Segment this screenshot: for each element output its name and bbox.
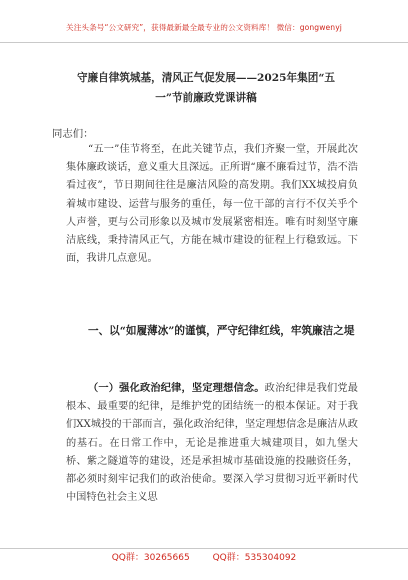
paragraph-intro: “五一”佳节将至，在此关键节点，我们齐聚一堂，开展此次集体廉政谈话，意义重大且深远。正所谓“廉不廉看过节，浩不浩看过夜”，节日期间往往是廉洁风险的高发期。我们XX城投肩负着城市建设、运营与服务的重任，每一位干部的言行不仅关乎个人声誉，更与公司形象以及城市发展紧密相连。唯有时刻坚守廉洁底线，秉持清风正气，方能在城市建设的征程上行稳致远。下面，我讲几点意见。 [66, 144, 358, 265]
footer [0, 550, 408, 563]
paragraph-body: 政治纪律是我们党最根本、最重要的纪律，是维护党的团结统一的根本保证。对于我们XX城投的干部而言，强化政治纪律，坚定理想信念是廉洁从政的基石。在日常工作中，无论是推进重大城建项目，如九堡大桥、紫之隧道等的建设，还是承担城市基础设施的投融资任务，都必须时刻牢记我们的政治使命。要深入学习贯彻习近平新时代中国特色社会主义思 [66, 383, 358, 504]
title-line-2: 一”节前廉政党课讲稿 [155, 92, 257, 104]
subheading-political-discipline: （一）强化政治纪律，坚定理想信念。 [88, 382, 265, 394]
footer-qq-group-1: QQ群：30265665 [111, 553, 190, 563]
footer-divider [0, 548, 408, 549]
header-banner: 关注头条号“公文研究”，获得最新最全最专业的公文资料库！ 微信：gongwenyj [66, 23, 342, 32]
section-heading-1: 一、以“如履薄冰”的谨慎，严守纪律红线，牢筑廉洁之堤 [88, 325, 355, 337]
salutation: 同志们： [52, 128, 94, 140]
header-divider [0, 42, 408, 43]
footer-qq-group-2: QQ群：535304092 [212, 553, 297, 563]
paragraph-political-discipline [66, 379, 358, 539]
document-title [50, 68, 362, 108]
title-line-1: 守廉自律筑城基，清风正气促发展——2025年集团“五 [76, 72, 336, 84]
